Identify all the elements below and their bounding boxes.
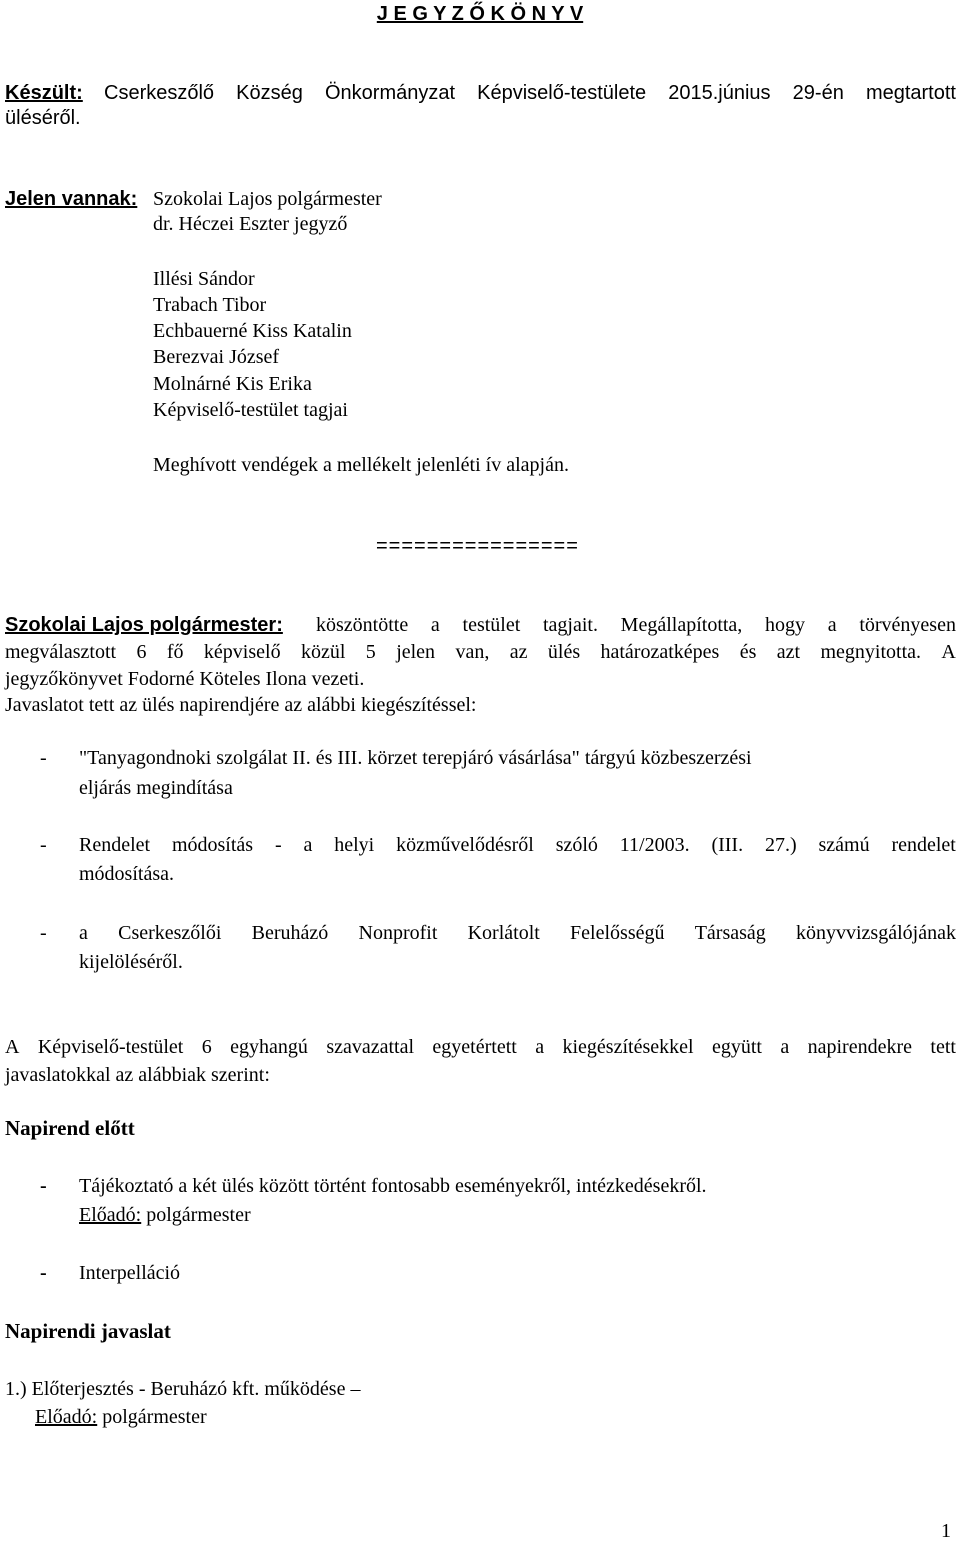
word: Önkormányzat (324, 82, 456, 104)
member-name: Berezvai József (153, 346, 280, 368)
guests-note: Meghívott vendégek a mellékelt jelenléti ív alapján. (153, 454, 569, 476)
napirendi-javaslat-heading: Napirendi javaslat (5, 1319, 171, 1343)
word: közül (300, 641, 346, 663)
word: Képviselő-testület (37, 1036, 184, 1058)
addition-2-line1 (79, 835, 956, 855)
word: testület (462, 614, 521, 636)
presenter-label: Előadó: (35, 1406, 98, 1428)
agenda-item-text: Interpelláció (79, 1262, 181, 1284)
word: számú (818, 834, 870, 856)
addition-1-line2: eljárás megindítása (79, 777, 233, 799)
word: azt (776, 641, 801, 663)
presenter-name: polgármester (141, 1204, 251, 1226)
agenda-item-1: 1.) Előterjesztés - Beruházó kft. működése – (5, 1378, 361, 1400)
keszult-label: Készült: (5, 82, 83, 104)
keszult-line2: üléséről. (5, 107, 81, 129)
word: hogy (765, 614, 806, 636)
word: a (535, 1036, 545, 1058)
keszult-line (104, 83, 956, 103)
word: - (274, 834, 282, 856)
word: kiegészítésekkel (562, 1036, 694, 1058)
word: módosítás (171, 834, 254, 856)
notary-name: dr. Héczei Eszter jegyző (153, 213, 348, 235)
word: Beruházó (251, 922, 329, 944)
word: Megállapította, (620, 614, 743, 636)
word: van, (455, 641, 490, 663)
vote-line1 (5, 1037, 956, 1057)
member-name: Molnárné Kis Erika (153, 373, 312, 395)
word: 29-én (792, 82, 844, 104)
presenter-label: Előadó: (79, 1204, 142, 1226)
separator: ================ (376, 535, 579, 557)
word: 11/2003. (619, 834, 690, 856)
word: 27.) (764, 834, 797, 856)
word: Képviselő-testülete (477, 82, 647, 104)
word: megválasztott (5, 641, 117, 663)
word: a (430, 614, 440, 636)
word: közművelődésről (396, 834, 534, 856)
word: 6 (201, 1036, 212, 1058)
word: Felelősségű (570, 922, 665, 944)
word: Nonprofit (358, 922, 438, 944)
word: tett (930, 1036, 956, 1058)
word: 2015.június (668, 82, 771, 104)
word: fő (166, 641, 184, 663)
presenter-name: polgármester (97, 1406, 207, 1428)
list-dash: - (40, 922, 47, 944)
word: könyvvizsgálójának (796, 922, 956, 944)
word: 5 (365, 641, 376, 663)
word: a (827, 614, 837, 636)
word: és (739, 641, 757, 663)
word: a (303, 834, 313, 856)
word: Rendelet (79, 834, 151, 856)
word: ülés (547, 641, 581, 663)
word: az (509, 641, 528, 663)
opening-line2 (5, 642, 956, 662)
member-name: Echbauerné Kiss Katalin (153, 320, 352, 342)
word: A (941, 641, 956, 663)
mayor-name: Szokolai Lajos polgármester (153, 188, 382, 210)
word: jelen (396, 641, 436, 663)
word: (III. (711, 834, 744, 856)
presenter-line (35, 1407, 207, 1427)
addition-3-line2: kijelöléséről. (79, 951, 183, 973)
word: 6 (136, 641, 147, 663)
napirend-elott-heading: Napirend előtt (5, 1116, 135, 1140)
word: rendelet (891, 834, 956, 856)
word: képviselő (203, 641, 281, 663)
addition-2-line2: módosítása. (79, 863, 174, 885)
word: megtartott (865, 82, 956, 104)
word: Cserkeszőlő (104, 82, 215, 104)
document-title: J E G Y Z Ő K Ö N Y V (376, 3, 584, 25)
list-dash: - (40, 1262, 47, 1284)
word: napirendekre (807, 1036, 913, 1058)
word: szavazattal (326, 1036, 415, 1058)
word: a (79, 922, 88, 944)
list-dash: - (40, 834, 47, 856)
word: köszöntötte (316, 614, 409, 636)
list-dash: - (40, 747, 47, 769)
opening-line3: jegyzőkönyvet Fodorné Köteles Ilona vezeti. (5, 668, 365, 690)
member-name: Trabach Tibor (153, 294, 267, 316)
presenter-line (79, 1205, 251, 1225)
vote-line2: javaslatokkal az alábbiak szerint: (5, 1064, 270, 1086)
word: tagjait. (542, 614, 598, 636)
word: Korlátolt (467, 922, 540, 944)
word: megnyitotta. (820, 641, 922, 663)
opening-line1 (316, 615, 956, 635)
jelen-label: Jelen vannak: (5, 188, 138, 210)
opening-label: Szokolai Lajos polgármester: (5, 614, 283, 636)
word: egyetértett (432, 1036, 517, 1058)
page-number: 1 (941, 1520, 951, 1542)
word: Cserkeszőlői (118, 922, 222, 944)
word: a (780, 1036, 790, 1058)
word: Község (236, 82, 303, 104)
word: határozatképes (600, 641, 720, 663)
word: törvényesen (859, 614, 956, 636)
word: A (5, 1036, 20, 1058)
list-dash: - (40, 1175, 47, 1197)
members-caption: Képviselő-testület tagjai (153, 399, 348, 421)
addition-3-line1 (79, 923, 956, 943)
addition-1-line1: "Tanyagondnoki szolgálat II. és III. körzet terepjáró vásárlása" tárgyú közbeszerzési (79, 747, 752, 769)
opening-line4: Javaslatot tett az ülés napirendjére az alábbi kiegészítéssel: (5, 694, 477, 716)
word: egyhangú (230, 1036, 308, 1058)
word: Társaság (694, 922, 766, 944)
word: helyi (334, 834, 375, 856)
word: szóló (555, 834, 598, 856)
agenda-item-text: Tájékoztató a két ülés között történt fontosabb eseményekről, intézkedésekről. (79, 1175, 707, 1197)
member-name: Illési Sándor (153, 268, 255, 290)
word: együtt (711, 1036, 762, 1058)
